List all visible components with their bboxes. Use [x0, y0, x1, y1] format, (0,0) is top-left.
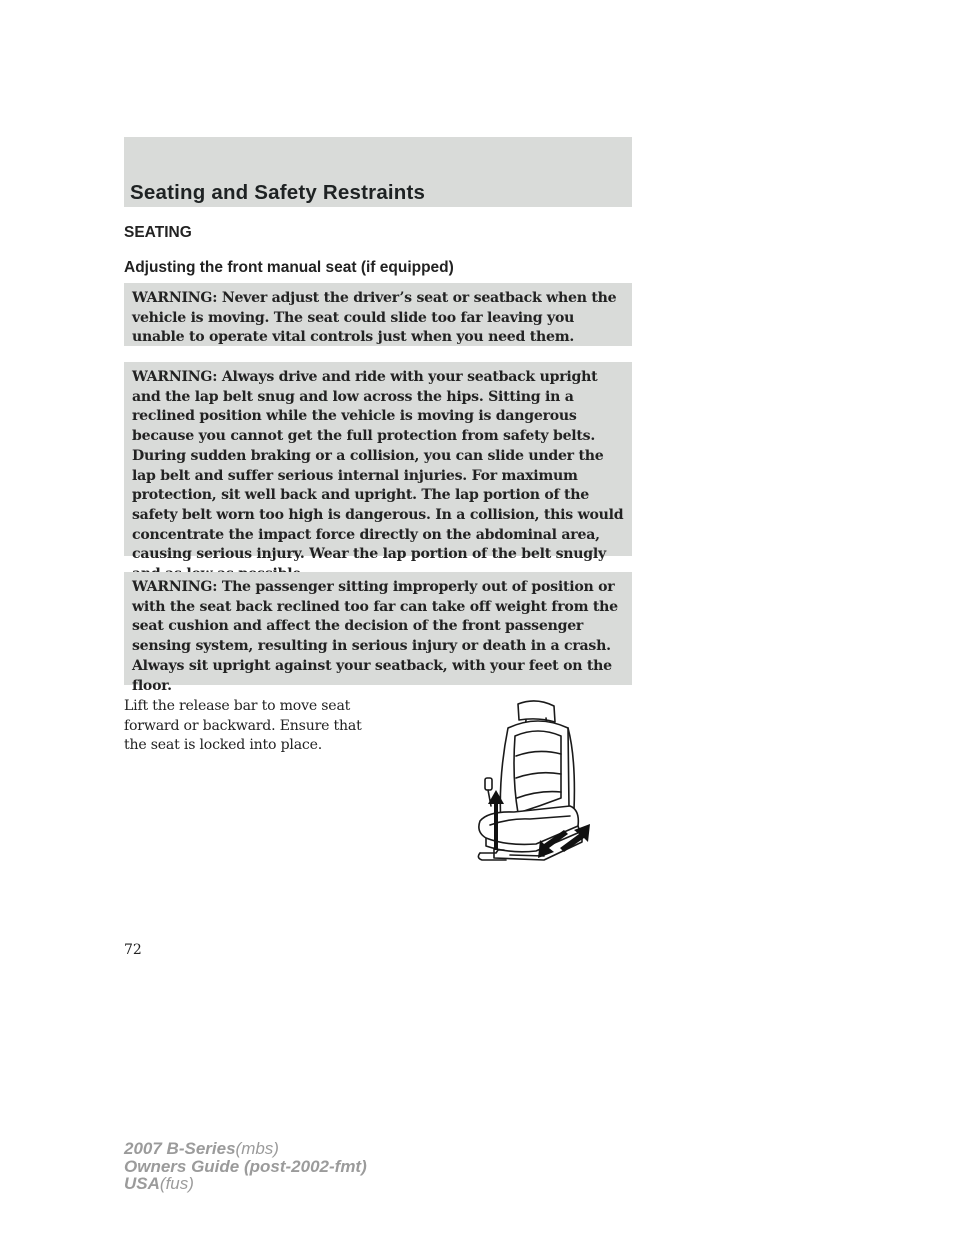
instruction-text: Lift the release bar to move seat forward or backward. Ensure that the seat is locked into place. [124, 698, 362, 754]
page-number: 72 [124, 942, 142, 958]
footer-market: USA [124, 1174, 160, 1193]
section-heading: SEATING [124, 224, 192, 241]
footer-model: 2007 B-Series [124, 1139, 236, 1158]
seat-adjustment-illustration [458, 698, 593, 866]
warning-box-seatback-upright: WARNING: Always drive and ride with your seatback upright and the lap belt snug and low across the hips. Sitting in a reclined position while the vehicle is moving is dangerous because you cannot get the full protection from safety belts. During sudden braking or a collision, you can slide under the lap belt and suffer serious internal injuries. For maximum protection, sit well back and upright. The lap portion of the safety belt worn too high is dangerous. In a collision, this would concentrate the impact force directly on the abdominal area, causing serious injury. Wear the lap portion of the belt snugly [124, 362, 632, 556]
page-title: Seating and Safety Restraints [130, 181, 426, 204]
footer-line-market [124, 1175, 367, 1193]
footer-guide: Owners Guide (post-2002-fmt) [124, 1156, 367, 1176]
sub-heading: Adjusting the front manual seat (if equipped) [124, 259, 454, 276]
warning-box-passenger-position: WARNING: The passenger sitting improperly out of position or with the seat back reclined too far can take off weight from the seat cushion and affect the decision of the front passenger sensing system, resulting in serious injury or death in a crash. Always sit upright against your seatback, with your feet on the floor. [124, 572, 632, 685]
footer-model-code: (mbs) [235, 1139, 279, 1158]
warning-box-seat-adjust: WARNING: Never adjust the driver’s seat or seatback when the vehicle is moving. The seat could slide too far leaving you unable to operate vital controls just when you need them. [124, 283, 632, 346]
footer-market-code: (fus) [159, 1174, 194, 1193]
document-footer [124, 1140, 367, 1193]
footer-line-model [124, 1140, 367, 1158]
header-band [124, 137, 632, 207]
